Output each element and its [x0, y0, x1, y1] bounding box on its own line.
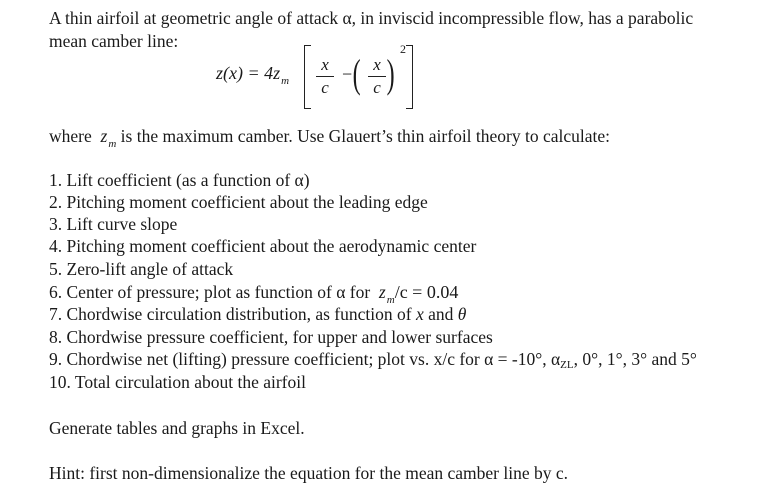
item-6: 6. Center of pressure; plot as function of α for $z_m/c = 0.04$ — [49, 282, 459, 306]
item-9: 9. Chordwise net (lifting) pressure coefficient; plot vs. x/c for α = -10°, $\alpha_{ZL}$, 0°, 1°, 3° and 5° — [49, 349, 697, 371]
item-1: 1. Lift coefficient (as a function of α) — [49, 170, 310, 190]
right-bracket — [406, 45, 413, 109]
item-4: 4. Pitching moment coefficient about the aerodynamic center — [49, 236, 477, 256]
intro-line-2: mean camber line: — [49, 31, 179, 51]
fraction-x-over-c-squared: x c — [368, 55, 386, 98]
exponent: 2 — [400, 42, 406, 56]
hint-line: Hint: first non-dimensionalize the equation for the mean camber line by c. — [49, 463, 569, 483]
intro-line-1: A thin airfoil at geometric angle of attack α, in inviscid incompressible flow, has a parabolic — [49, 8, 694, 28]
fraction-x-over-c: x c — [316, 55, 334, 98]
item-3: 3. Lift curve slope — [49, 214, 178, 234]
left-paren: ( — [352, 51, 361, 96]
where-line: where $z_m$ is the maximum camber. Use Glauert’s thin airfoil theory to calculate: — [49, 126, 611, 150]
equation-lhs: $z(x) = 4z_m$ — [216, 63, 290, 87]
item-8: 8. Chordwise pressure coefficient, for upper and lower surfaces — [49, 327, 493, 347]
item-2: 2. Pitching moment coefficient about the leading edge — [49, 192, 428, 212]
item-7: 7. Chordwise circulation distribution, as function of x and θ — [49, 304, 467, 324]
item-5: 5. Zero-lift angle of attack — [49, 259, 234, 279]
camber-line-equation — [216, 42, 456, 109]
minus-sign: − — [342, 64, 353, 84]
left-bracket — [304, 45, 311, 109]
item-10: 10. Total circulation about the airfoil — [49, 372, 306, 392]
generate-instruction: Generate tables and graphs in Excel. — [49, 418, 305, 438]
right-paren: ) — [386, 51, 395, 96]
